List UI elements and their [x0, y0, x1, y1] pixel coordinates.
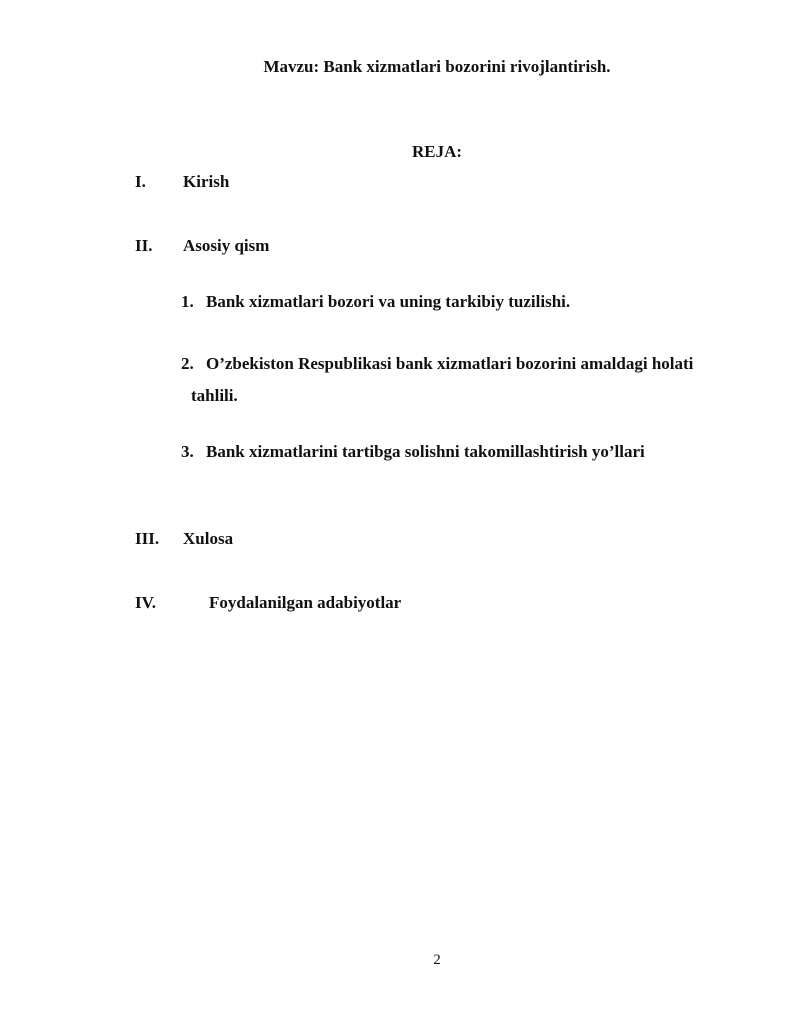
- subsection-text-1: Bank xizmatlari bozori va uning tarkibiy tuzilishi.: [206, 292, 571, 311]
- subsection-number-1: 1.: [181, 292, 194, 311]
- subsection-text-2-continuation: tahlili.: [191, 386, 238, 405]
- subsection-number-3: 3.: [181, 442, 194, 461]
- section-numeral-2: II.: [135, 236, 153, 255]
- section-label-adabiyotlar: Foydalanilgan adabiyotlar: [209, 593, 402, 612]
- subsection-number-2: 2.: [181, 354, 194, 373]
- section-numeral-1: I.: [135, 172, 146, 191]
- section-label-asosiy-qism: Asosiy qism: [183, 236, 270, 255]
- section-numeral-3: III.: [135, 529, 160, 548]
- section-numeral-4: IV.: [135, 593, 156, 612]
- subsection-text-2: O’zbekiston Respublikasi bank xizmatlari bozorini amaldagi holati: [206, 354, 694, 373]
- plan-heading: REJA:: [411, 142, 463, 161]
- section-label-xulosa: Xulosa: [183, 529, 234, 548]
- subsection-text-3: Bank xizmatlarini tartibga solishni takomillashtirish yo’llari: [206, 442, 645, 461]
- page-number: 2: [433, 952, 441, 968]
- document-title: Mavzu: Bank xizmatlari bozorini rivojlantirish.: [263, 57, 611, 76]
- section-label-kirish: Kirish: [183, 172, 230, 191]
